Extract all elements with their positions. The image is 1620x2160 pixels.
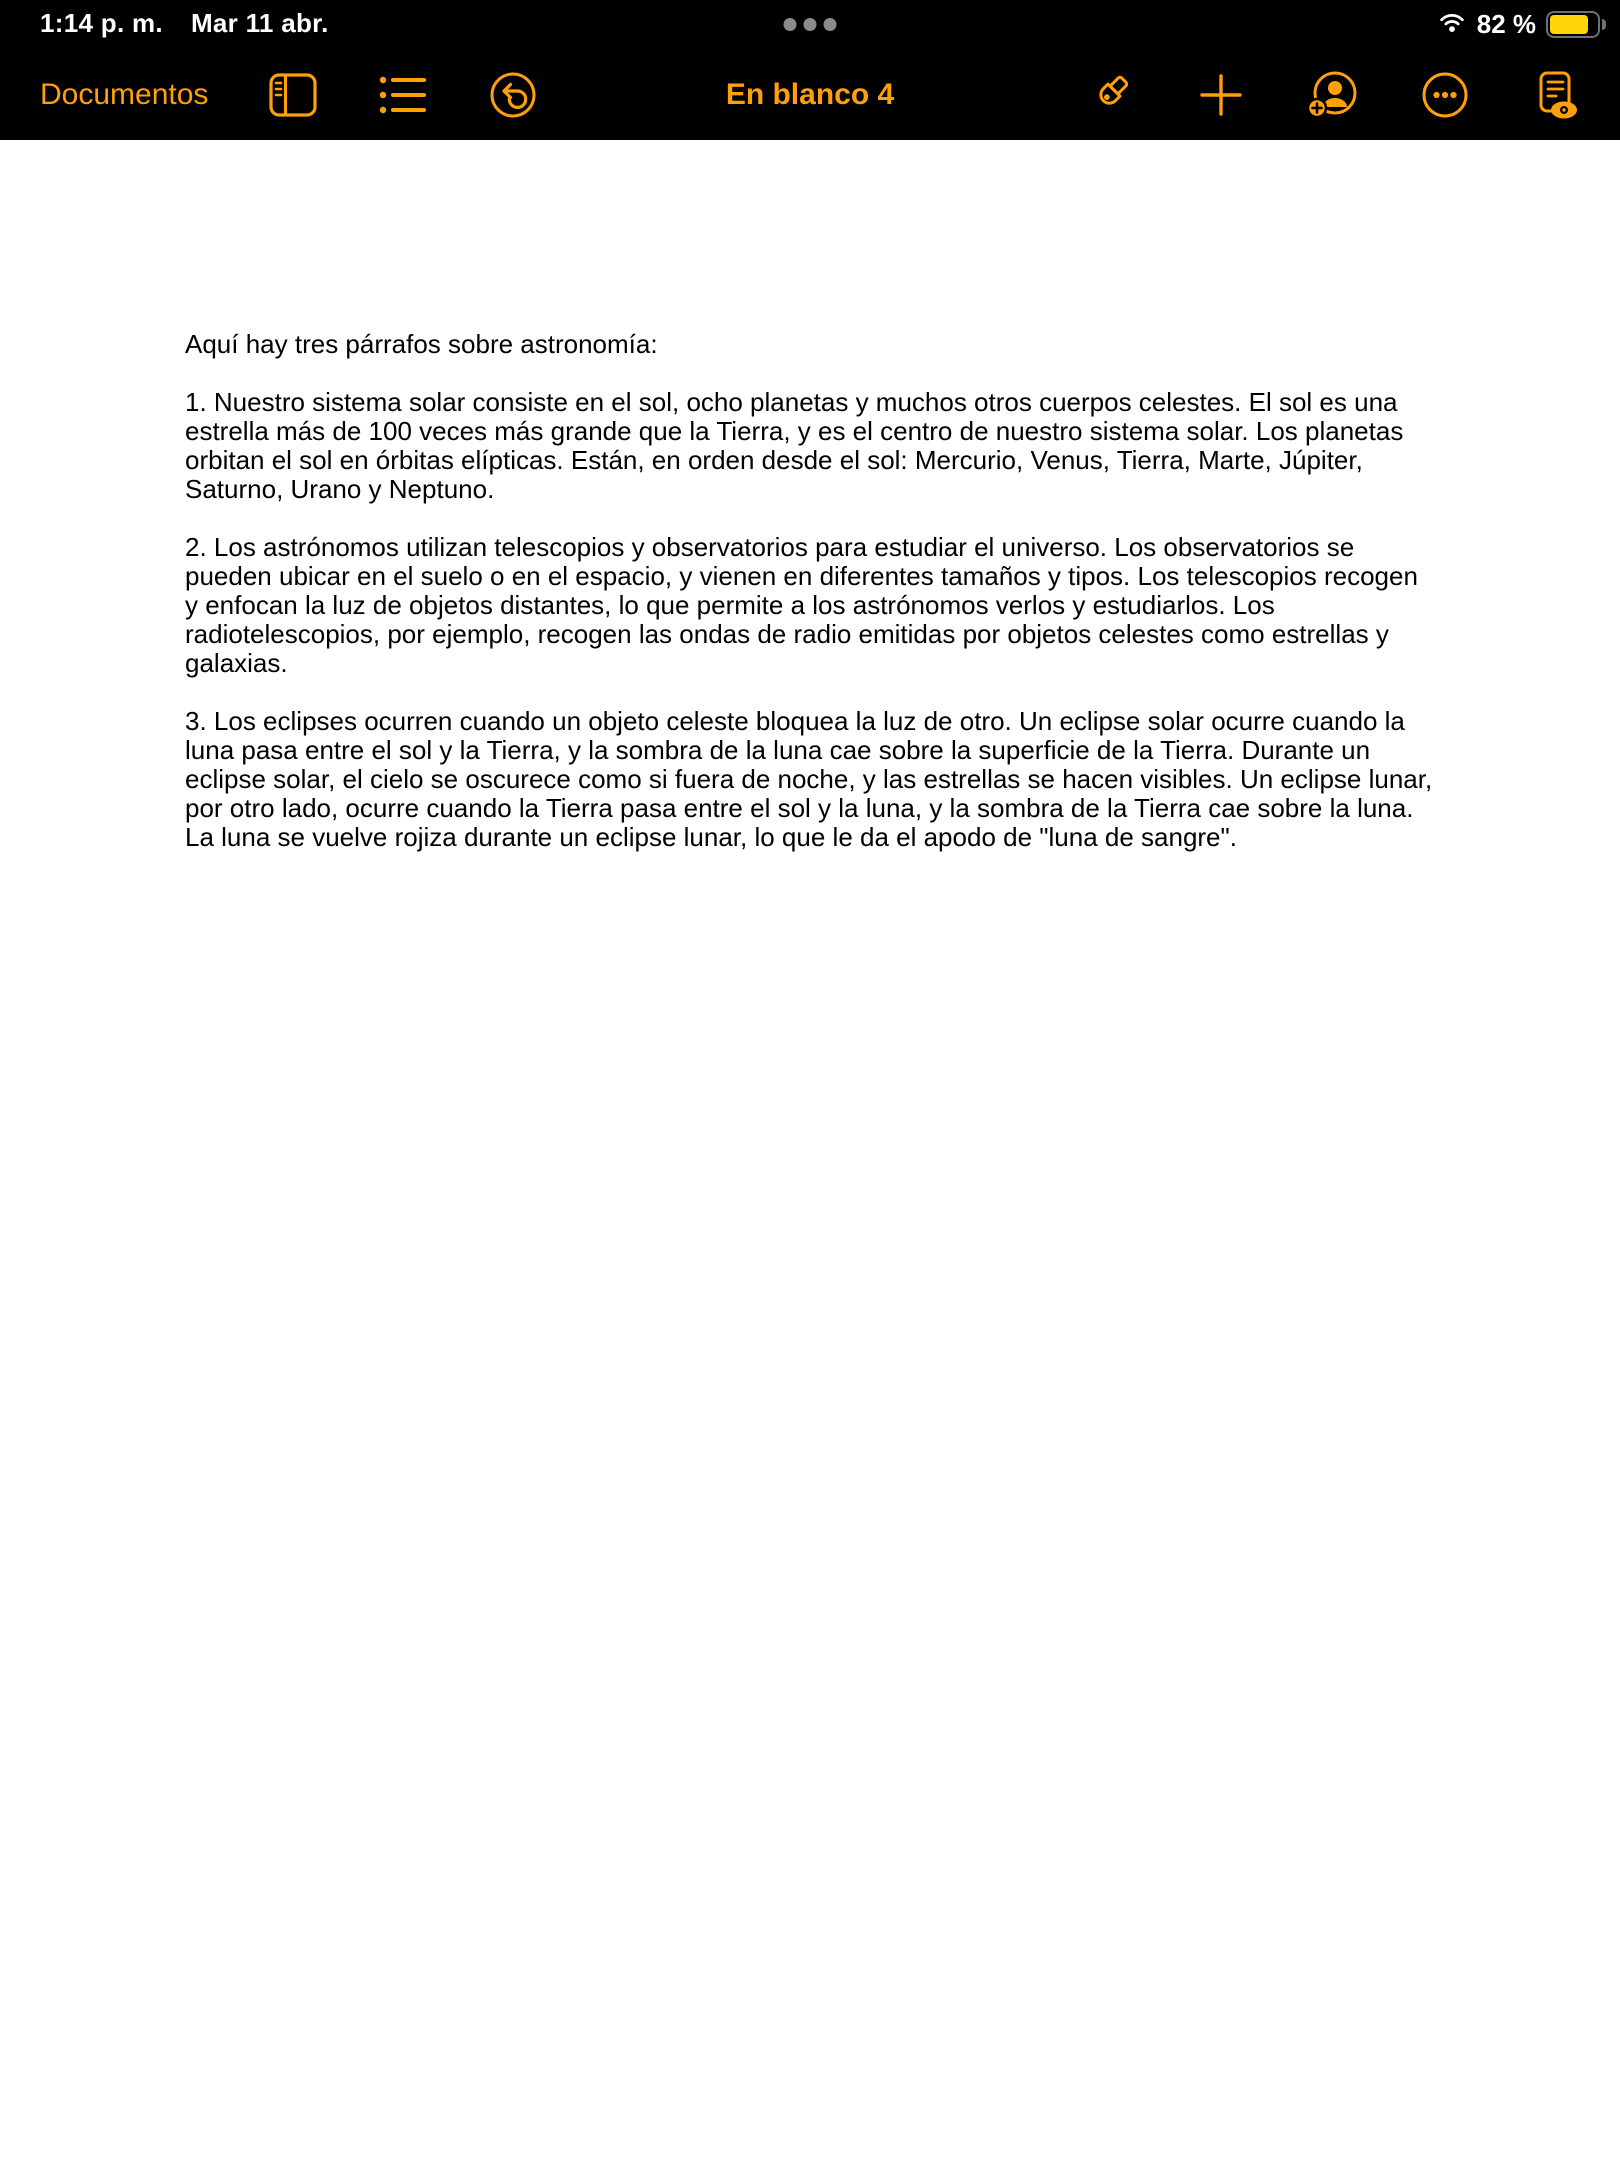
battery-outline: [1546, 11, 1600, 38]
battery-icon: [1546, 11, 1606, 38]
format-button[interactable]: [1084, 70, 1134, 120]
document-canvas: [0, 140, 1620, 2160]
plus-insert-icon: [1198, 72, 1244, 118]
undo-icon: [489, 71, 537, 119]
undo-button[interactable]: [488, 70, 538, 120]
battery-fill: [1550, 15, 1588, 34]
multitask-dot: [804, 18, 817, 31]
document-title: En blanco 4: [725, 78, 895, 111]
battery-tip: [1602, 19, 1606, 30]
collaborate-button[interactable]: [1308, 70, 1358, 120]
view-options-button[interactable]: [1532, 70, 1582, 120]
paragraph-1[interactable]: 1. Nuestro sistema solar consiste en el sol, ocho planetas y muchos otros cuerpos celestes. El sol es una estrella más de 100 veces más grande que la Tierra, y es el centro de nuestro sistema solar. Los planetas orbitan el sol en órbitas elípticas. Están, en orden desde el sol: Mercurio, Venus, Tierra, Marte, Júpiter, Saturno, Urano y Neptuno.: [185, 387, 1404, 504]
sidebar-panel-icon: [268, 71, 318, 119]
wifi-icon: [1437, 9, 1467, 40]
status-time: 1:14 p. m.: [40, 8, 163, 38]
ellipsis-more-icon: [1421, 71, 1469, 119]
list-view-button[interactable]: [378, 70, 428, 120]
more-button[interactable]: [1420, 70, 1470, 120]
insert-button[interactable]: [1196, 70, 1246, 120]
status-date: Mar 11 abr.: [190, 8, 329, 38]
paintbrush-format-icon: [1084, 70, 1134, 120]
status-bar-left: [40, 8, 329, 39]
paragraph-intro[interactable]: Aquí hay tres párrafos sobre astronomía:: [185, 329, 658, 359]
toolbar-left: [40, 50, 538, 140]
paragraph-3[interactable]: 3. Los eclipses ocurren cuando un objeto celeste bloquea la luz de otro. Un eclipse solar ocurre cuando la luna pasa entre el sol y la Tierra, y la sombra de la luna cae sobre la superficie de la Tierra. Durante un eclipse solar, el cielo se oscurece como si fuera de noche, y las estrellas se hacen visibles. Un eclipse lunar, por otro lado, ocurre cuando la Tierra pasa entre el sol y la luna, y la sombra de la Tierra cae sobre la luna. La luna se vuelve rojiza durante un eclipse lunar, lo que le da el apodo de "luna de sangre".: [185, 706, 1433, 852]
top-chrome: [0, 0, 1620, 140]
battery-percent: 82 %: [1476, 8, 1536, 39]
documents-button[interactable]: Documentos: [40, 78, 209, 111]
toolbar-right: [1084, 50, 1582, 140]
add-collaborator-icon: [1307, 70, 1359, 120]
status-bar-right: [1437, 6, 1606, 42]
multitask-dot: [824, 18, 837, 31]
sidebar-toggle-button[interactable]: [268, 70, 318, 120]
document-eye-view-icon: [1532, 70, 1582, 120]
multitasking-dots-handle[interactable]: [784, 18, 837, 31]
bullet-list-icon: [378, 73, 428, 117]
multitask-dot: [784, 18, 797, 31]
paragraph-2[interactable]: 2. Los astrónomos utilizan telescopios y observatorios para estudiar el universo. Los observatorios se pueden ubicar en el suelo o en el espacio, y vienen en diferentes tamaños y tipos. Los telescopios recogen y enfocan la luz de objetos distantes, lo que permite a los astrónomos verlos y estudiarlos. Los radiotelescopios, por ejemplo, recogen las ondas de radio emitidas por objetos celestes como estrellas y galaxias.: [185, 532, 1418, 678]
